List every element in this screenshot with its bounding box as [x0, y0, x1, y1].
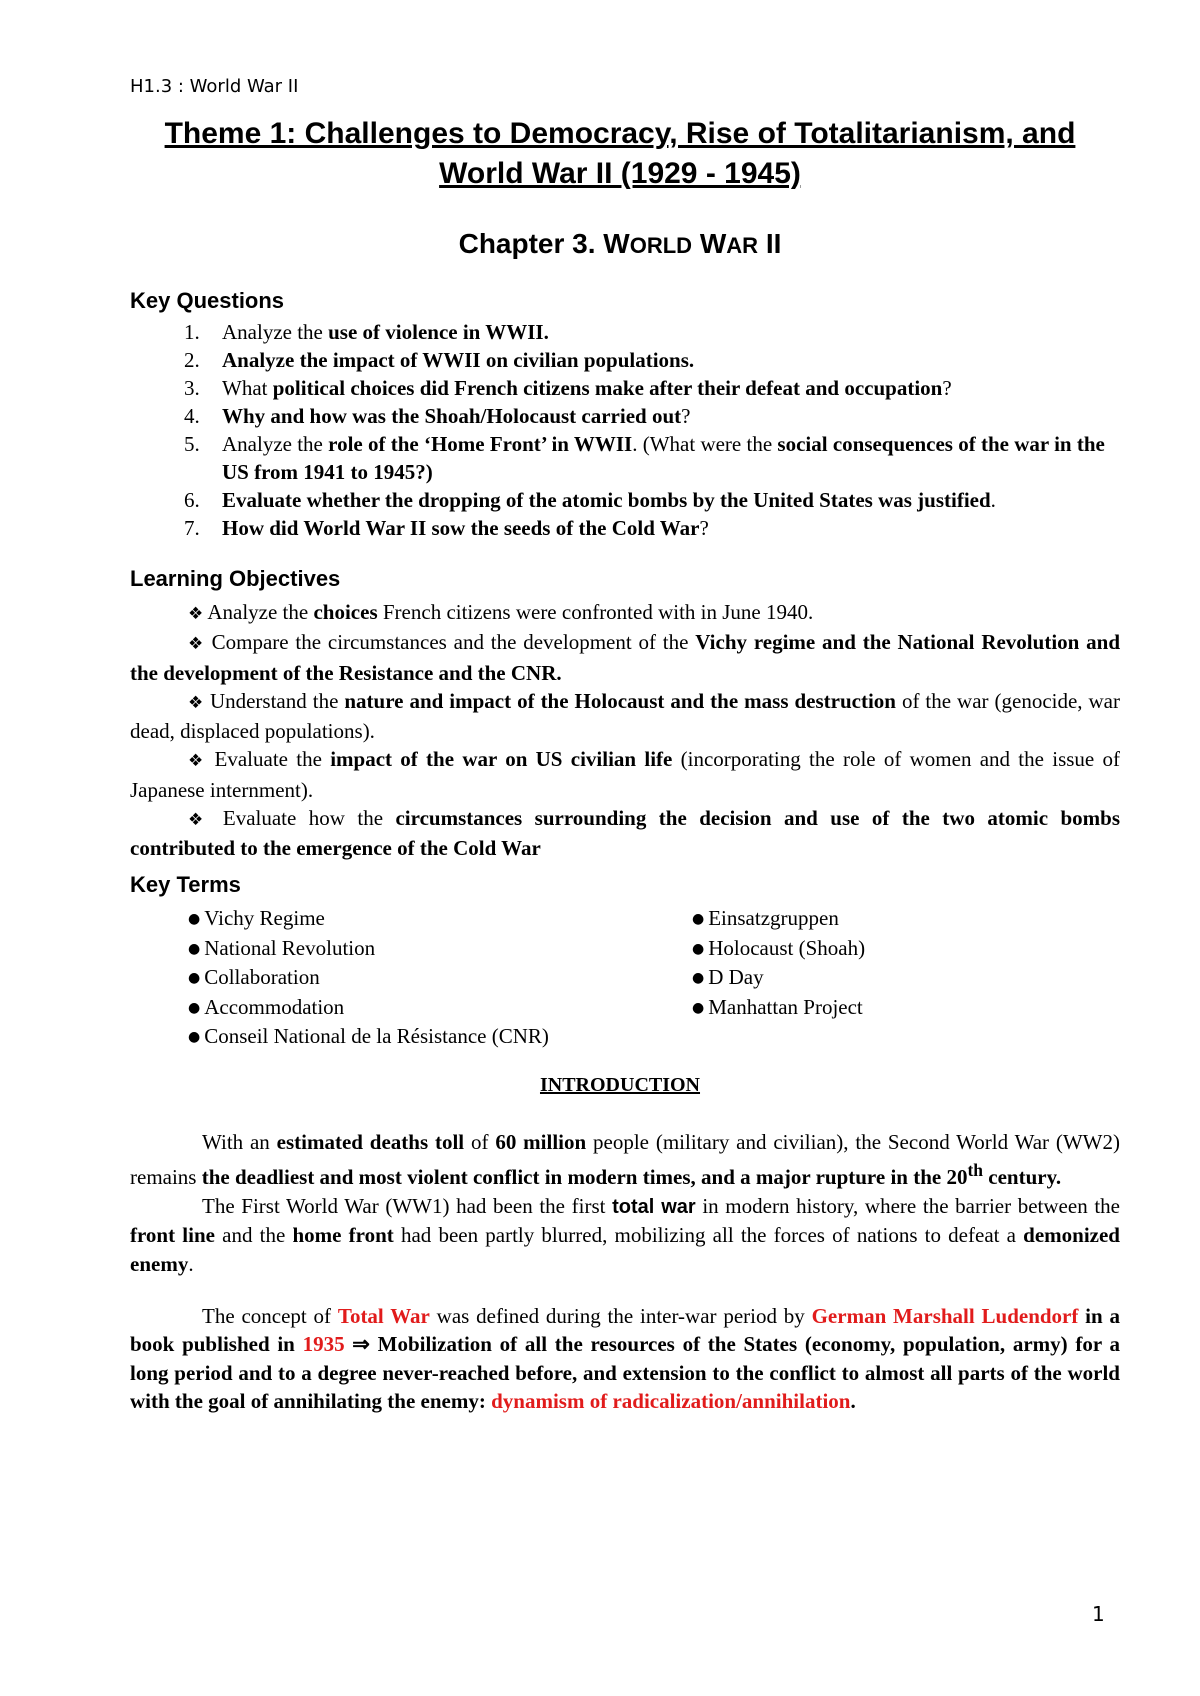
learning-objectives-list: [130, 598, 1120, 863]
list-item: ● Holocaust (Shoah): [692, 934, 865, 964]
list-item: 1. Analyze the use of violence in WWII.: [184, 320, 549, 344]
list-item: 7. How did World War II sow the seeds of the Cold War?: [184, 516, 709, 540]
list-item: 3. What political choices did French citizens make after their defeat and occupation?: [184, 376, 952, 400]
page-title: [120, 114, 1120, 194]
key-questions-heading: Key Questions: [130, 288, 285, 313]
item-number: 5.: [184, 432, 200, 456]
list-item: ❖ Understand the nature and impact of the Holocaust and the mass destruction of the war (genocide, war dead, displaced populations).: [130, 688, 1120, 744]
list-item: 4. Why and how was the Shoah/Holocaust carried out?: [184, 404, 691, 428]
title-line-2: World War II (1929 - 1945): [439, 157, 801, 190]
list-item: ❖ Compare the circumstances and the development of the Vichy regime and the National Revolution and the development of the Resistance and the CNR.: [130, 630, 1120, 685]
list-item: ❖ Analyze the choices French citizens were confronted with in June 1940.: [188, 600, 814, 624]
list-item: ● Vichy Regime: [188, 904, 549, 934]
item-number: 3.: [184, 376, 200, 400]
chapter-smallcaps-1: ORLD: [629, 233, 693, 258]
diamond-bullet-icon: ❖: [188, 604, 204, 624]
chapter-suffix: II: [758, 228, 782, 259]
list-item: ● Accommodation: [188, 993, 549, 1023]
item-number: 1.: [184, 320, 200, 344]
item-number: 7.: [184, 516, 200, 540]
list-item: 6. Evaluate whether the dropping of the atomic bombs by the United States was justified.: [184, 488, 996, 512]
chapter-heading: [120, 228, 1120, 260]
list-item: ● National Revolution: [188, 934, 549, 964]
title-line-1: Theme 1: Challenges to Democracy, Rise of Totalitarianism, and: [164, 117, 1076, 150]
key-terms-right-column: [692, 904, 865, 1022]
list-item: ● Einsatzgruppen: [692, 904, 865, 934]
page-number: 1: [1092, 1602, 1105, 1626]
list-item: ● Conseil National de la Résistance (CNR): [188, 1022, 549, 1052]
chapter-smallcaps-2: AR: [726, 233, 759, 258]
intro-paragraph-3: The concept of Total War was defined during the inter-war period by German Marshall Ludendorf in a book published in 1935 ⇒ Mobilization of all the resources of the States (economy, population, army) for a long period and to a degree never-reached before, and extension to the conflict to almost all parts of the world with the goal of annihilating the enemy: dynamism of radicalization/annihilation.: [130, 1304, 1120, 1414]
introduction-body: [130, 1128, 1120, 1416]
diamond-bullet-icon: ❖: [188, 751, 207, 772]
item-number: 6.: [184, 488, 200, 512]
item-number: 2.: [184, 348, 200, 372]
list-item: 2. Analyze the impact of WWII on civilian populations.: [184, 348, 695, 372]
list-item: ❖ Evaluate the impact of the war on US civilian life (incorporating the role of women and the issue of Japanese internment).: [130, 747, 1120, 802]
list-item: ● Manhattan Project: [692, 993, 865, 1023]
intro-paragraph-1: With an estimated deaths toll of 60 million people (military and civilian), the Second World War (WW2) remains the deadliest and most violent conflict in modern times, and a major rupture in the 20th century.: [130, 1130, 1120, 1190]
list-item: ● Collaboration: [188, 963, 549, 993]
running-header: H1.3 : World War II: [130, 76, 299, 97]
list-item: 5. Analyze the role of the ‘Home Front’ in WWII. (What were the social consequences of the war in the US from 1941 to 1945?): [184, 432, 1105, 484]
diamond-bullet-icon: ❖: [188, 810, 211, 831]
key-questions-list: [130, 318, 1120, 542]
chapter-prefix: Chapter 3. W: [458, 228, 630, 259]
learning-objectives-heading: Learning Objectives: [130, 566, 341, 591]
diamond-bullet-icon: ❖: [188, 634, 205, 655]
chapter-mid: W: [692, 228, 727, 259]
key-terms-heading: Key Terms: [130, 872, 241, 897]
list-item: ❖ Evaluate how the circumstances surrounding the decision and use of the two atomic bombs contributed to the emergence of the Cold War: [130, 806, 1120, 861]
diamond-bullet-icon: ❖: [188, 692, 204, 713]
key-terms-left-column: [188, 904, 549, 1052]
list-item: ● D Day: [692, 963, 865, 993]
item-number: 4.: [184, 404, 200, 428]
intro-paragraph-2: The First World War (WW1) had been the first total war in modern history, where the barrier between the front line and the home front had been partly blurred, mobilizing all the forces of nations to defeat a demonized enemy.: [130, 1193, 1120, 1276]
introduction-heading: INTRODUCTION: [539, 1074, 701, 1096]
